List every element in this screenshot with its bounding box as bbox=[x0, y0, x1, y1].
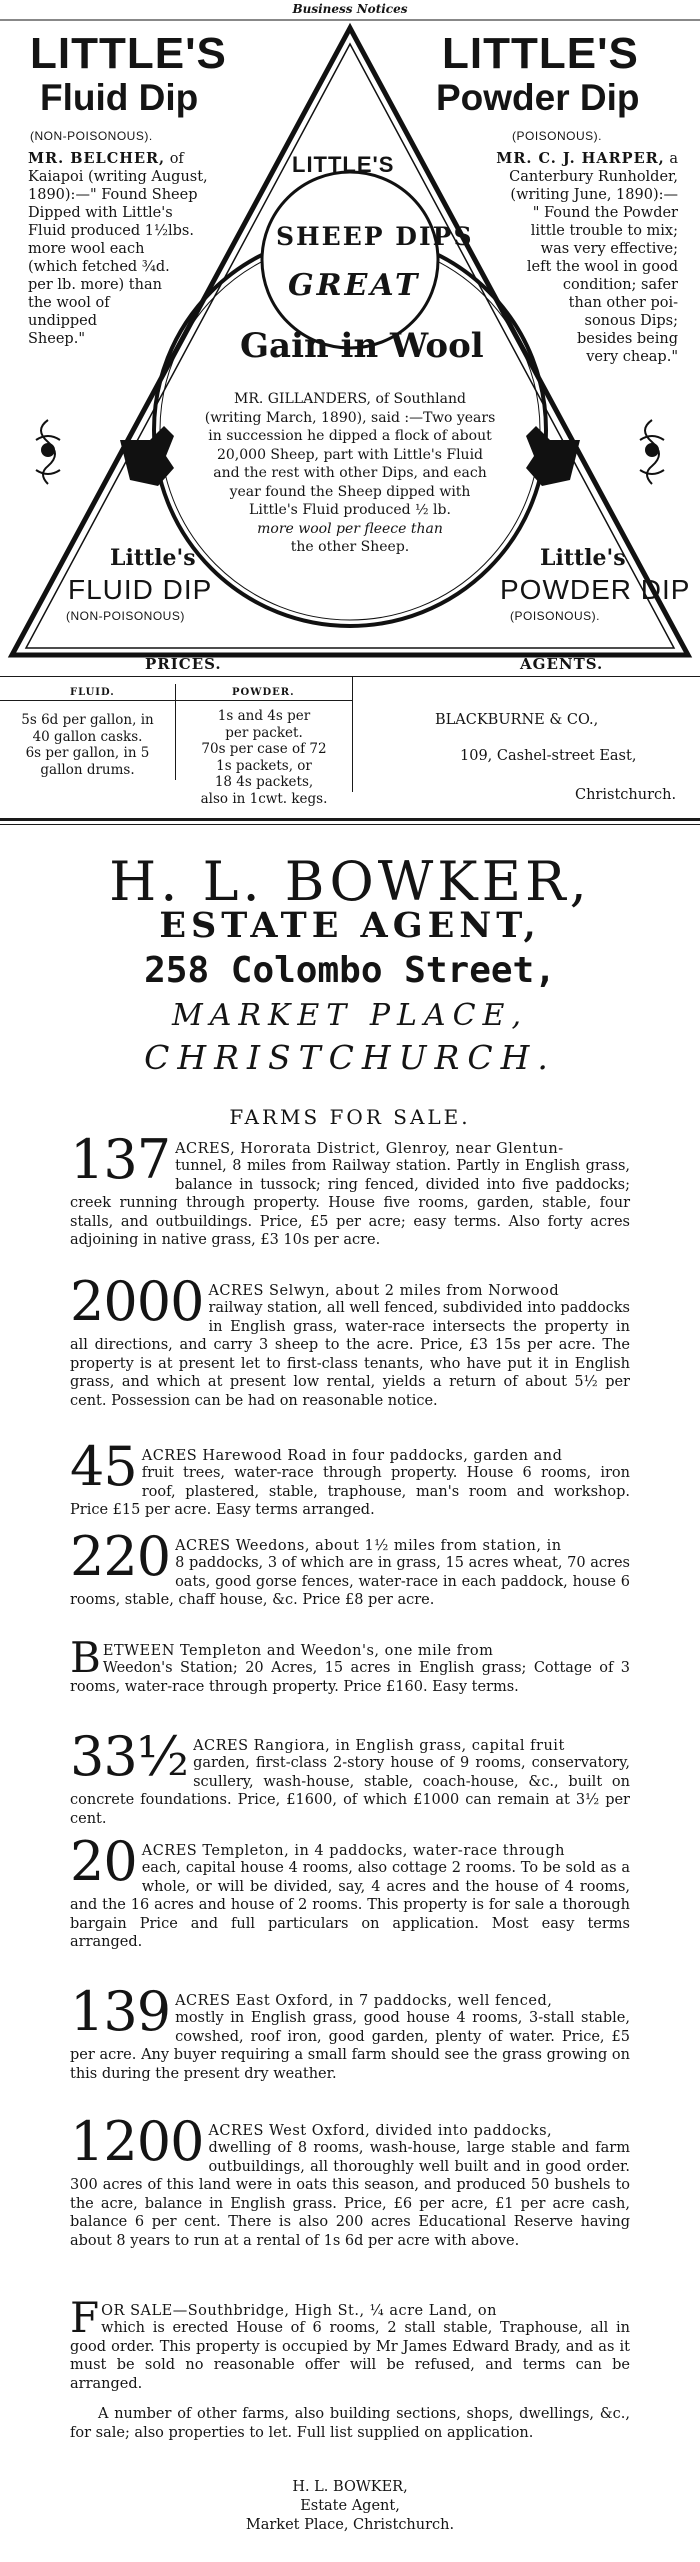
price-rule-sub bbox=[0, 700, 352, 701]
powder-prices: 1s and 4s per per packet. 70s per case of 72 1s packets, or 18 4s packets, also in 1cwt. kegs. bbox=[200, 708, 328, 807]
corner-right-big: POWDER DIP bbox=[500, 574, 691, 605]
listing-item: 139 ACRES East Oxford, in 7 paddocks, well fenced, mostly in English grass, good house 4 rooms, 3-stall stable, cowshed, roof iron, good garden, plenty of water. Price, £5 per acre. Any buyer requiring a small farm should see the grass growing on this during the present dry weather. bbox=[70, 1980, 630, 2082]
section-header: Business Notices bbox=[292, 2, 408, 16]
price-rule-vert-2 bbox=[352, 676, 353, 792]
bowker-name: H. L. BOWKER, bbox=[109, 850, 591, 913]
bowker-market: MARKET PLACE, bbox=[172, 998, 528, 1033]
fluid-prices: 5s 6d per gallon, in 40 gallon casks. 6s per gallon, in 5 gallon drums. bbox=[21, 712, 154, 778]
gain-in-wool-title: Gain in Wool bbox=[240, 326, 484, 366]
left-product: Fluid Dip bbox=[40, 77, 199, 118]
left-brand: LITTLE'S bbox=[30, 29, 227, 78]
price-rule-top bbox=[0, 676, 700, 677]
section-divider bbox=[0, 818, 700, 821]
signature-name: H. L. BOWKER, bbox=[292, 2479, 408, 2495]
powder-head: POWDER. bbox=[232, 687, 295, 698]
signature-place: Market Place, Christchurch. bbox=[245, 2517, 455, 2533]
agent-address: 109, Cashel-street East, bbox=[460, 748, 637, 764]
bowker-street: 258 Colombo Street, bbox=[144, 950, 556, 991]
left-note: (NON-POISONOUS). bbox=[30, 129, 153, 143]
corner-left-note: (NON-POISONOUS) bbox=[66, 609, 185, 623]
section-divider-thin bbox=[0, 824, 700, 825]
listing-item: 33½ ACRES Rangiora, in English grass, capital fruit garden, first-class 2-story house of 9 rooms, conservatory, scullery, wash-house, stable, coach-house, &c., built on concrete foundations. Price, £1600, of which £1000 can remain at 3½ per cent. bbox=[70, 1725, 630, 1827]
signature-title: Estate Agent, bbox=[300, 2498, 400, 2514]
right-note: (POISONOUS). bbox=[512, 129, 603, 143]
corner-left-small: Little's bbox=[110, 545, 196, 571]
left-testimonial: MR. BELCHER, of Kaiapoi (writing August, 1890):—" Found Sheep Dipped with Little's Fluid produced 1½lbs. more wool each (which fetched ¾d. per lb. more) than the wool of undipped Sheep." bbox=[28, 150, 208, 347]
listing-item: 1200 ACRES West Oxford, divided into paddocks, dwelling of 8 rooms, wash-house, large stable and farm outbuildings, all thoroughly well built and in good order. 300 acres of this land were in oats this season, and produced 50 bushels to the acre, balance in English grass. Price, £6 per acre, £1 per acre cash, balance 6 per cent. There is also 200 acres Educational Reserve having about 8 years to run at a rental of 1s 6d per acre with above. bbox=[70, 2110, 630, 2249]
flourish-right-icon bbox=[640, 420, 664, 484]
corner-right-small: Little's bbox=[540, 545, 626, 571]
listing-item: 45 ACRES Harewood Road in four paddocks, garden and fruit trees, water-race through property. House 6 rooms, iron roof, plastered, stable, traphouse, man's room and workshop. Price £15 per acre. Easy terms arranged. bbox=[70, 1435, 630, 1518]
bowker-title: ESTATE AGENT, bbox=[159, 905, 541, 946]
right-testimonial-name: MR. C. J. HARPER, bbox=[496, 150, 665, 167]
sheep-dips-title: SHEEP DIPS bbox=[276, 222, 474, 251]
apex-label: LITTLE'S bbox=[292, 152, 395, 177]
listing-item: 137 ACRES, Hororata District, Glenroy, near Glentun- tunnel, 8 miles from Railway station. Partly in English grass, balance in tussock; ring fenced, divided into five paddocks; creek running through property. House five rooms, garden, stable, four stalls, and outbuildings. Price, £5 per acre; easy terms. Also forty acres adjoining in native grass, £3 10s per acre. bbox=[70, 1128, 630, 1248]
agent-city: Christchurch. bbox=[575, 787, 677, 803]
listing-item: F OR SALE—Southbridge, High St., ¼ acre Land, on which is erected House of 6 rooms, 2 stall stable, Traphouse, all in good order. This property is occupied by Mr James Edward Brady, and as it must be sold no reasonable offer will be refused, and terms can be arranged. bbox=[70, 2293, 630, 2392]
center-testimonial: MR. GILLANDERS, of Southland (writing March, 1890), said :—Two years in succession he dipped a flock of about 20,000 Sheep, part with Little's Fluid and the rest with other Dips, and each year found the Sheep dipped with Little's Fluid produced ½ lb. more wool per fleece than the other Sheep. bbox=[204, 391, 496, 555]
corner-left-big: FLUID DIP bbox=[68, 574, 213, 605]
right-product: Powder Dip bbox=[436, 77, 640, 118]
prices-title: PRICES. bbox=[145, 655, 222, 673]
left-testimonial-name: MR. BELCHER, bbox=[28, 150, 166, 167]
flourish-left-icon bbox=[36, 420, 60, 484]
corner-right-note: (POISONOUS). bbox=[510, 609, 601, 623]
listing-item: B ETWEEN Templeton and Weedon's, one mile from Weedon's Station; 20 Acres, 15 acres in English grass; Cottage of 3 rooms, water-race through property. Price £160. Easy terms. bbox=[70, 1633, 630, 1695]
right-testimonial: MR. C. J. HARPER, a Canterbury Runholder, (writing June, 1890):— " Found the Powder little trouble to mix; was very effective; left the wool in good condition; safer than other poi- sonous Dips; besides being very cheap." bbox=[496, 150, 678, 365]
agents-title: AGENTS. bbox=[520, 655, 604, 673]
closing-paragraph: A number of other farms, also building sections, shops, dwellings, &c., for sale; also properties to let. Full list supplied on application. bbox=[70, 2406, 630, 2441]
fluid-head: FLUID. bbox=[70, 687, 115, 698]
bowker-city: CHRISTCHURCH. bbox=[144, 1038, 556, 1077]
right-brand: LITTLE'S bbox=[442, 29, 639, 78]
great-title: GREAT bbox=[288, 268, 421, 303]
listing-item: 220 ACRES Weedons, about 1½ miles from station, in 8 paddocks, 3 of which are in grass, 15 acres wheat, 70 acres oats, good gorse fences, water-race in each paddock, house 6 rooms, stable, chaff house, &c. Price £8 per acre. bbox=[70, 1525, 630, 1608]
agent-name: BLACKBURNE & CO., bbox=[435, 712, 599, 728]
listing-item: 20 ACRES Templeton, in 4 paddocks, water-race through each, capital house 4 rooms, also cottage 2 rooms. To be sold as a whole, or will be divided, say, 4 acres and the house of 4 rooms, and the 16 acres and house of 2 rooms. This property is for sale a thorough bargain Price and full particulars on application. Most easy terms arranged. bbox=[70, 1830, 630, 1950]
listing-item: 2000 ACRES Selwyn, about 2 miles from Norwood railway station, all well fenced, subdivided into paddocks in English grass, water-race intersects the property in all directions, and carry 3 sheep to the acre. Price, £3 15s per acre. The property is at present let to first-class tenants, who have put it in English grass, and which at present low rental, yields a return of about 5½ per cent. Possession can be had on reasonable notice. bbox=[70, 1270, 630, 1409]
farms-heading: FARMS FOR SALE. bbox=[229, 1105, 471, 1129]
